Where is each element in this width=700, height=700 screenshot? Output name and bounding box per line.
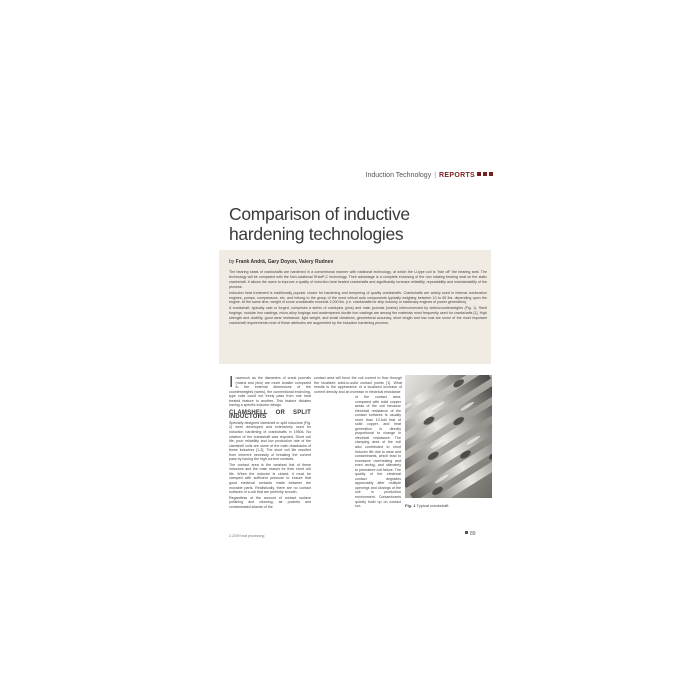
author-names: Frank Andrä, Gary Doyon, Valery Rudnev [235,259,334,265]
category-label: REPORTS [439,172,475,179]
header-square-icon [489,172,493,176]
body-column-2-narrow [355,395,401,509]
abstract-text [229,270,487,327]
page-marker-icon [465,531,468,534]
page-header [205,172,493,179]
body-paragraph: Specially designed clamshell or split inductors (Fig. 2) were developed and extensively used for induction hardening of crankshafts in 1950s. No rotation of the crankshaft was required. Short coil life, poor reliability and low production rate of the clamshell coils are some of the main drawbacks of these inductors [1-3]. The short coil life resulted from inherent necessity of breaking the current pass by having the high current contacts. [229,420,311,462]
title-line-1: Comparison of inductive [229,204,410,224]
body-paragraph: Regardless of the amount of contact surface polishing and cleaning, air pockets and contaminated islands of the [229,495,311,509]
section-subheading: CLAMSHELL OR SPLIT INDUCTORS [229,409,311,421]
figure-label: Fig. 1 [405,503,416,508]
body-column-1 [229,376,311,510]
crankshaft-image [405,375,492,498]
title-line-2: hardening technologies [229,224,404,244]
page-number: 89 [470,531,476,537]
author-byline [229,259,333,265]
body-paragraph: of the contact area, compared with solid copper areas of the coil because electrical resistance of the contact surfaces is usually more than 10-fold that of solid copper, and heat generation is directly proportional to change in electrical resistance. The clamping area of the coil also contributed to short inductor life due to wear and contaminants, which lead to excessive overheating and even arcing, and ultimately to premature coil failure. The quality of the electrical contact degrades appreciably after multiple openings and closings of the coil in production environment. Contaminants quickly build up on contact sur- [355,395,401,509]
authors-prefix: by [229,259,235,265]
article-title [229,204,489,244]
body-paragraph: The contact area is the weakest link of these inductors and the main reason for their short coil life. When the inductor is closed, it must be clamped with sufficient pressure to ensure that good electrical contacts made between the movable parts. Realistically, there are no contact surfaces of a coil that are perfectly smooth. [229,462,311,495]
header-divider: | [434,172,437,179]
section-label: Induction Technology [365,172,432,179]
header-square-icon [477,172,481,176]
abstract-paragraph: Induction heat treatment is traditionally popular choice for hardening and tempering of quality crankshafts. Crankshafts are widely used in internal combustion engines, pumps, compressors, etc. and belong to the group of the most critical auto components typically weighing between 10 to 65 lbs. depending upon the engine. At the same time, weight of some crankshafts exceeds 2,000 lbs. (i.e. crankshafts for ship industry or stationary engines of power generation). [229,290,487,305]
figure-caption [405,503,449,508]
body-paragraph: contact area will force the coil current to flow through the localized solid-to-solid contact points [1]. What results is the appearance of a localized increase of current density and an increase in electrical resistance [314,376,402,394]
abstract-paragraph: A crankshaft, typically cast or forged, comprises a series of crankpins (pins) and main journals (mains) interconnected by webs/counterweights (Fig. 1). Steel forgings, nodular iron castings, micro-alloy forgings and austempered ductile iron castings are among the materials most frequently used for crankshafts [1]. High strength and ductility, good wear resistance, light weight, and small vibrations, geometrical accuracy, short length and low cost are some of the most important crankshaft requirements most of these attributes are augmented by the induction hardening process. [229,306,487,326]
drop-cap: I [229,374,234,391]
crankshaft-photo [405,375,492,498]
intro-paragraph [229,376,311,408]
footer-publication: 2-2009 heat processing [229,534,265,538]
header-square-icon [483,172,487,176]
intro-text: nsomuch as the diameters of crank journals (mains and pins) are much smaller compared to the external dimensions of the counterweights (webs), the conventional encircling-type coils could not freely pass from one heat treated feature to another. This feature dictates having a specific inductor design. [229,376,311,408]
abstract-paragraph: The bearing seats of crankshafts are hardened in a conventional manner with rotational technology, at which the U-type coil is "ride off" the bearing seat. The technology will be compared with the Non-rotational SHarP-C technology. Their advantage is a complete enclosing of the non rotating bearing seat on the static crankshaft. It allows the users to improve a quality of induction heat treated crankshafts and significantly increase reliability, repeatability and maintainability of the process. [229,270,487,289]
footer-page-number [465,531,476,537]
body-column-2-top [314,376,402,394]
figure-caption-text: Typical crankshaft [416,503,449,508]
